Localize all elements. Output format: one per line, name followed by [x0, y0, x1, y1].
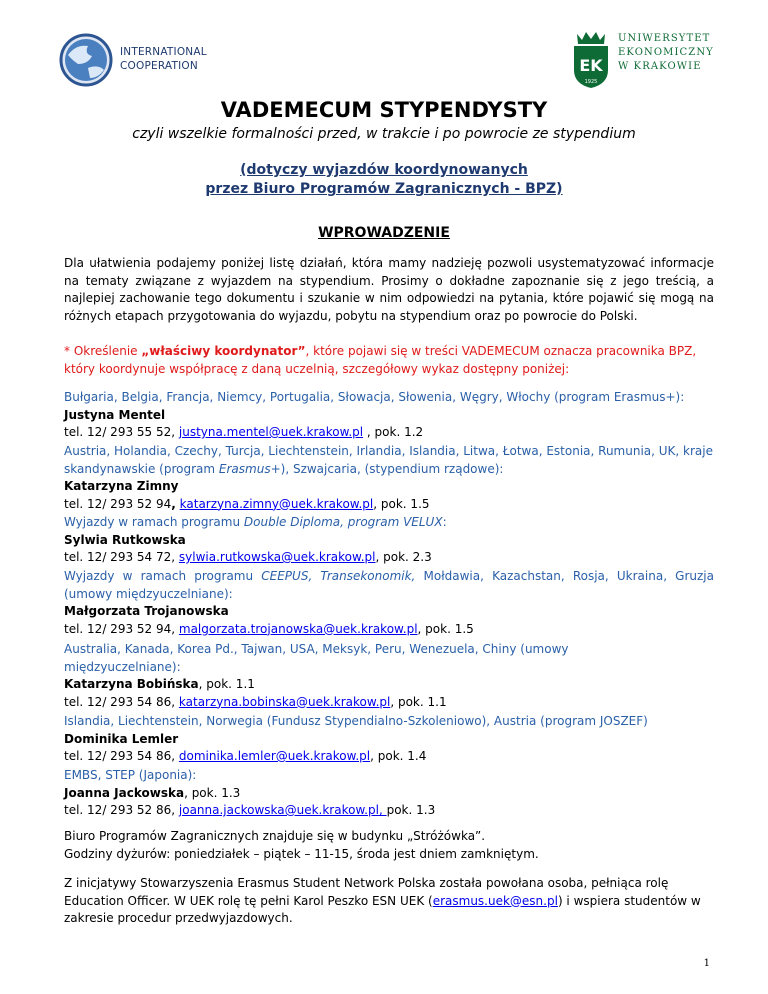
uek-logo-line-1: UNIWERSYTET	[618, 33, 711, 44]
intro-heading: WPROWADZENIE	[318, 225, 450, 241]
coordinator-email-link[interactable]: katarzyna.bobinska@uek.krakow.pl	[178, 694, 391, 709]
document-subtitle: czyli wszelkie formalności przed, w trakcie i po powrocie ze stypendium	[132, 126, 636, 142]
coordinator-note	[64, 343, 714, 378]
coordinator-scope-emphasis: Double Diploma, program VELUX	[243, 515, 443, 529]
coordinator-scope-tail: ), Szwajcaria, (stypendium rządowe):	[280, 461, 504, 476]
document-title: VADEMECUM STYPENDYSTY	[220, 98, 548, 122]
page-number: 1	[703, 958, 710, 969]
coordinator-block	[64, 514, 714, 567]
coordinator-phone: tel. 12/ 293 52 94,	[64, 621, 179, 636]
international-cooperation-logo	[58, 30, 218, 90]
coordinator-name: Katarzyna Bobińska	[64, 677, 199, 691]
coordinator-phone: tel. 12/ 293 52 94	[64, 496, 172, 511]
coordinator-scope: Wyjazdy w ramach programu	[64, 515, 244, 529]
note-strong: „właściwy koordynator”	[141, 344, 306, 358]
intro-paragraph	[64, 255, 714, 325]
coordinator-phone: tel. 12/ 293 54 86,	[64, 694, 179, 709]
ic-logo-line-2: COOPERATION	[120, 60, 198, 72]
coordinator-phone: tel. 12/ 293 54 86,	[64, 749, 179, 763]
coordinator-block	[64, 713, 714, 766]
office-info	[64, 828, 714, 863]
coordinator-email-link[interactable]: justyna.mentel@uek.krakow.pl	[178, 425, 364, 439]
coordinator-phone: tel. 12/ 293 55 52,	[64, 425, 179, 439]
coordinator-scope-emphasis: CEEPUS, Transekonomik,	[261, 569, 416, 583]
coordinator-scope: Islandia, Liechtenstein, Norwegia (Fundusz Stypendialno-Szkoleniowo), Austria (program JOSZEF)	[64, 714, 648, 728]
coordinator-email-link[interactable]: sylwia.rutkowska@uek.krakow.pl	[178, 550, 376, 564]
esn-info	[64, 875, 704, 928]
coordinator-name: Małgorzata Trojanowska	[64, 604, 229, 618]
coordinator-scope: Australia, Kanada, Korea Pd., Tajwan, USA, Meksyk, Peru, Wenezuela, Chiny (umowy międzyuczelniane):	[64, 642, 569, 674]
coordinator-scope-emphasis: Erasmus+	[218, 461, 281, 476]
coordinator-name: Joanna Jackowska	[64, 785, 185, 800]
coordinator-room: , pok. 1.5	[373, 496, 430, 511]
note-text-before: * Określenie	[64, 344, 142, 358]
coordinator-scope: Austria, Holandia, Czechy, Turcja, Liechtenstein, Irlandia, Islandia, Litwa, Łotwa, Estonia, Rumunia, UK, kraje skandynawskie (program	[64, 444, 713, 476]
coordinator-scope: EMBS, STEP (Japonia):	[64, 768, 197, 782]
coordinator-name: Justyna Mentel	[64, 407, 166, 422]
coordinator-name: Sylwia Rutkowska	[64, 532, 186, 547]
uek-logo-line-2: EKONOMICZNY	[618, 47, 714, 58]
scope-subheading-line-2: przez Biuro Programów Zagranicznych - BPZ)	[205, 181, 563, 197]
coordinator-room: , pok. 1.5	[417, 621, 474, 636]
coordinator-block	[64, 389, 714, 442]
uek-crest-icon	[568, 28, 614, 90]
coordinator-scope-tail: Mołdawia, Kazachstan, Rosja, Ukraina, Gruzja (umowy międzyuczelniane):	[64, 569, 714, 601]
esn-text-after: ) i wspiera studentów w zakresie procedur przedwyjazdowych.	[64, 893, 701, 925]
uek-year: 1925	[584, 79, 598, 85]
coordinator-name-room: , pok. 1.1	[198, 677, 255, 691]
coordinator-email-link[interactable]: katarzyna.zimny@uek.krakow.pl	[179, 496, 374, 511]
coordinator-block	[64, 568, 714, 638]
coordinator-room: , pok. 2.3	[375, 550, 432, 564]
coordinator-block	[64, 641, 664, 711]
uek-logo-line-3: W KRAKOWIE	[618, 61, 702, 72]
coordinator-phone: tel. 12/ 293 54 72,	[64, 550, 179, 564]
coordinator-scope: Wyjazdy w ramach programu	[64, 569, 262, 583]
coordinator-name: Katarzyna Zimny	[64, 479, 179, 493]
esn-email-link[interactable]: erasmus.uek@esn.pl	[432, 893, 558, 908]
office-location: Biuro Programów Zagranicznych znajduje się w budynku „Stróżówka”.	[64, 829, 486, 843]
esn-text-before: Z inicjatywy Stowarzyszenia Erasmus Student Network Polska została powołana osoba, pełniąca rolę Education Officer. W UEK rolę tę pełni Karol Peszko ESN UEK (	[64, 876, 669, 908]
coordinator-room: , pok. 1.4	[370, 749, 427, 763]
coordinator-name-room: , pok. 1.3	[184, 785, 241, 800]
coordinator-block	[64, 443, 714, 513]
note-text-after: , które pojawi się w treści VADEMECUM oznacza pracownika BPZ, który koordynuje współpracę z daną uczelnią, szczegółowy wykaz dostępny poniżej:	[64, 344, 697, 376]
office-hours: Godziny dyżurów: poniedziałek – piątek – 11-15, środa jest dniem zamkniętym.	[64, 846, 539, 861]
coordinator-room: pok. 1.3	[386, 803, 436, 817]
ic-logo-line-1: INTERNATIONAL	[120, 46, 207, 58]
scope-subheading-line-1: (dotyczy wyjazdów koordynowanych	[240, 162, 528, 178]
coordinator-room: , pok. 1.1	[390, 694, 447, 709]
coordinator-name: Dominika Lemler	[64, 731, 179, 746]
uek-logo	[568, 28, 728, 92]
coordinator-room: , pok. 1.2	[363, 425, 424, 439]
intro-text: Dla ułatwienia podajemy poniżej listę działań, która mamy nadzieję pozwoli usystematyzować informacje na tematy związane z wyjazdem na stypendium. Prosimy o dokładne zapoznanie się z jego treścią, a najlepiej zachowanie tego dokumentu i szukanie w nim odpowiedzi na pytania, które pojawić się mogą na różnych etapach przygotowania do wyjazdu, pobytu na stypendium oraz po powrocie do Polski.	[64, 256, 714, 323]
coordinator-phone-comma: ,	[171, 496, 176, 511]
coordinator-phone: tel. 12/ 293 52 86,	[64, 803, 179, 817]
svg-text:EK: EK	[579, 56, 603, 75]
coordinator-email-link[interactable]: dominika.lemler@uek.krakow.pl	[178, 749, 371, 763]
globe-icon	[58, 30, 118, 90]
coordinator-scope-tail: :	[442, 515, 447, 529]
coordinator-email-link[interactable]: malgorzata.trojanowska@uek.krakow.pl	[178, 621, 418, 636]
coordinator-block	[64, 767, 714, 820]
coordinator-email-link[interactable]: joanna.jackowska@uek.krakow.pl	[178, 803, 379, 817]
coordinator-scope: Bułgaria, Belgia, Francja, Niemcy, Portugalia, Słowacja, Słowenia, Węgry, Włochy (program Erasmus+):	[64, 390, 685, 404]
coordinator-email-tail: ,	[378, 803, 387, 817]
scope-subheading	[0, 161, 768, 199]
